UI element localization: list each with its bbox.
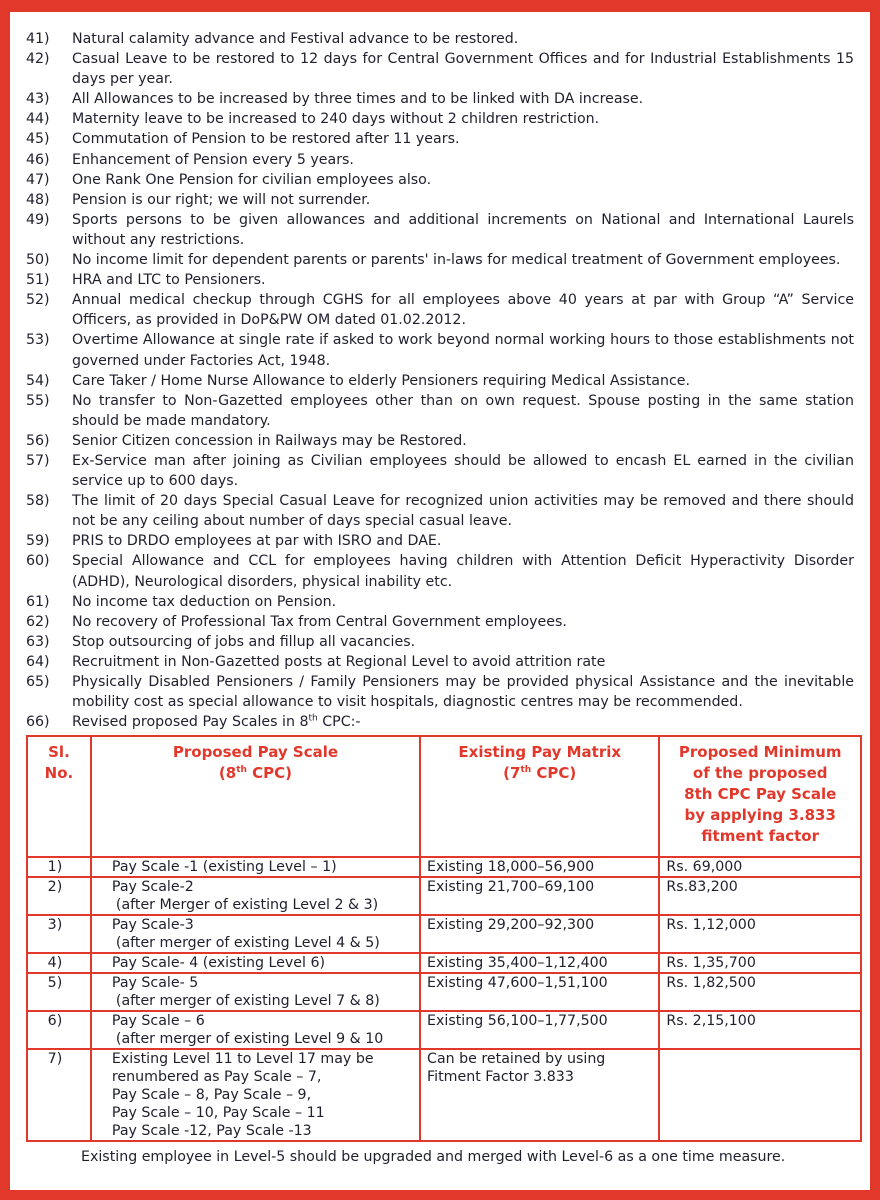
list-item-66 (26, 712, 854, 732)
table-row (27, 877, 861, 915)
scale-line: (after merger of existing Level 9 & 10 (115, 1031, 384, 1048)
scale-line: Existing Level 11 to Level 17 may be renumbered as Pay Scale – 7, (111, 1051, 374, 1086)
item-number: 59) (26, 533, 50, 550)
item-number: 60) (26, 553, 50, 570)
header-sl-no: Sl. No. (27, 736, 91, 857)
scale-line: Pay Scale- 5 (111, 975, 199, 992)
list-item (26, 491, 854, 531)
scale-line: (after Merger of existing Level 2 & 3) (115, 897, 379, 914)
item-text: Sports persons to be given allowances and additional increments on National and International Laurels without any restrictions. (72, 211, 854, 248)
item-number: 45) (26, 131, 50, 148)
cell-proposed-scale (91, 915, 420, 953)
cell-sl-no: 7) (27, 1049, 91, 1141)
cell-proposed-minimum: Rs. 1,12,000 (659, 915, 861, 953)
table-body (27, 857, 861, 1141)
item-number: 64) (26, 653, 50, 670)
item-text: Recruitment in Non-Gazetted posts at Regional Level to avoid attrition rate (72, 653, 606, 670)
list-item (26, 170, 854, 190)
pay-scale-table (26, 735, 862, 1142)
scale-line: Pay Scale – 10, Pay Scale – 11 (111, 1105, 325, 1122)
item-text: Physically Disabled Pensioners / Family Pensioners may be provided physical Assistance and the inevitable mobility cost as special allowance to visit hospitals, diagnostic centres may be recommended. (72, 674, 854, 711)
item-text: Revised proposed Pay Scales in 8th CPC:- (72, 713, 361, 731)
scale-line: Pay Scale-3 (111, 917, 194, 934)
cell-sl-no: 3) (27, 915, 91, 953)
cell-sl-no: 2) (27, 877, 91, 915)
list-item (26, 672, 854, 712)
list-item (26, 49, 854, 89)
item-number: 50) (26, 252, 50, 269)
header-existing-pay-matrix: Existing Pay Matrix (7th CPC) (420, 736, 659, 857)
cell-proposed-minimum: Rs.83,200 (659, 877, 861, 915)
item-number: 46) (26, 151, 50, 168)
table-row (27, 973, 861, 1011)
existing-line: Existing 35,400–1,12,400 (427, 955, 608, 972)
cell-sl-no: 4) (27, 953, 91, 973)
cell-proposed-scale (91, 973, 420, 1011)
cell-proposed-scale (91, 877, 420, 915)
existing-line: Existing 47,600–1,51,100 (427, 975, 608, 992)
cell-existing-matrix (420, 1049, 659, 1141)
list-item (26, 29, 854, 49)
cell-existing-matrix (420, 973, 659, 1011)
item-text: HRA and LTC to Pensioners. (72, 272, 266, 289)
item-text: Special Allowance and CCL for employees having children with Attention Deficit Hyperactivity Disorder (ADHD), Neurological disorders, physical inability etc. (72, 553, 854, 590)
existing-line: Existing 21,700–69,100 (427, 879, 595, 896)
item-text: Commutation of Pension to be restored after 11 years. (72, 131, 460, 148)
document-page (10, 12, 870, 1190)
scale-line: Pay Scale – 8, Pay Scale – 9, (111, 1087, 312, 1104)
header-proposed-minimum: Proposed Minimum of the proposed 8th CPC Pay Scale by applying 3.833 fitment factor (659, 736, 861, 857)
list-item (26, 451, 854, 491)
list-item (26, 612, 854, 632)
existing-line: Can be retained by using (427, 1051, 606, 1068)
item-number: 66) (26, 714, 50, 731)
item-text: No transfer to Non-Gazetted employees other than on own request. Spouse posting in the same station should be made mandatory. (72, 392, 854, 429)
item-text: Casual Leave to be restored to 12 days for Central Government Offices and for Industrial Establishments 15 days per year. (72, 51, 854, 88)
table-row (27, 915, 861, 953)
existing-line: Existing 18,000–56,900 (427, 859, 595, 876)
item-number: 58) (26, 493, 50, 510)
list-item (26, 391, 854, 431)
list-item (26, 652, 854, 672)
item-number: 49) (26, 211, 50, 228)
item-number: 51) (26, 272, 50, 289)
item-text: The limit of 20 days Special Casual Leave for recognized union activities may be removed and there should not be any ceiling about number of days special casual leave. (72, 493, 854, 530)
item-text: PRIS to DRDO employees at par with ISRO and DAE. (72, 533, 442, 550)
scale-line: Pay Scale -12, Pay Scale -13 (111, 1123, 312, 1140)
item-text: Senior Citizen concession in Railways may be Restored. (72, 432, 467, 449)
table-row (27, 1049, 861, 1141)
item-number: 61) (26, 593, 50, 610)
cell-proposed-scale (91, 953, 420, 973)
list-item (26, 129, 854, 149)
list-item (26, 330, 854, 370)
item-text: Pension is our right; we will not surrender. (72, 191, 371, 208)
list-item (26, 531, 854, 551)
item-text: Ex-Service man after joining as Civilian employees should be allowed to encash EL earned in the civilian service up to 600 days. (72, 452, 854, 490)
scale-line: Pay Scale – 6 (111, 1013, 205, 1030)
list-item (26, 592, 854, 612)
cell-sl-no: 1) (27, 857, 91, 877)
list-item (26, 431, 854, 451)
item-text: Overtime Allowance at single rate if asked to work beyond normal working hours to those establishments not governed under Factories Act, 1948. (72, 332, 854, 369)
item-text: Care Taker / Home Nurse Allowance to elderly Pensioners requiring Medical Assistance. (72, 372, 691, 389)
item-number: 63) (26, 633, 50, 650)
cell-existing-matrix (420, 1011, 659, 1049)
cell-proposed-minimum: Rs. 2,15,100 (659, 1011, 861, 1049)
cell-proposed-scale (91, 857, 420, 877)
scale-line: (after merger of existing Level 7 & 8) (115, 993, 380, 1010)
table-row (27, 1011, 861, 1049)
list-item (26, 190, 854, 210)
list-item (26, 371, 854, 391)
scale-line: Pay Scale -1 (existing Level – 1) (111, 859, 337, 876)
item-text: All Allowances to be increased by three times and to be linked with DA increase. (72, 91, 644, 108)
item-text: Natural calamity advance and Festival advance to be restored. (72, 31, 519, 47)
list-item (26, 551, 854, 591)
header-proposed-pay-scale: Proposed Pay Scale (8th CPC) (91, 736, 420, 857)
cell-sl-no: 5) (27, 973, 91, 1011)
item-text: Enhancement of Pension every 5 years. (72, 151, 354, 168)
existing-line: Fitment Factor 3.833 (427, 1069, 574, 1086)
item-text: Stop outsourcing of jobs and fillup all vacancies. (72, 633, 416, 650)
list-item (26, 632, 854, 652)
cell-sl-no: 6) (27, 1011, 91, 1049)
existing-line: Existing 56,100–1,77,500 (427, 1013, 608, 1030)
item-text: No income tax deduction on Pension. (72, 593, 337, 610)
item-number: 41) (26, 31, 50, 47)
list-item (26, 150, 854, 170)
existing-line: Existing 29,200–92,300 (427, 917, 595, 934)
item-number: 47) (26, 171, 50, 188)
cell-proposed-minimum: Rs. 1,35,700 (659, 953, 861, 973)
item-number: 57) (26, 452, 50, 469)
cell-proposed-minimum: Rs. 1,82,500 (659, 973, 861, 1011)
list-item (26, 210, 854, 250)
item-number: 65) (26, 674, 50, 690)
list-item (26, 250, 854, 270)
cell-existing-matrix (420, 915, 659, 953)
cell-proposed-scale (91, 1011, 420, 1049)
table-row (27, 857, 861, 877)
scale-line: (after merger of existing Level 4 & 5) (115, 935, 380, 952)
item-number: 42) (26, 51, 50, 68)
cell-existing-matrix (420, 877, 659, 915)
item-number: 54) (26, 372, 50, 389)
item-number: 53) (26, 332, 50, 349)
item-text: No recovery of Professional Tax from Central Government employees. (72, 613, 567, 630)
item-text: Maternity leave to be increased to 240 days without 2 children restriction. (72, 111, 600, 128)
cell-proposed-minimum (659, 1049, 861, 1141)
scale-line: Pay Scale- 4 (existing Level 6) (111, 955, 326, 972)
list-item (26, 290, 854, 330)
item-number: 62) (26, 613, 50, 630)
cell-existing-matrix (420, 857, 659, 877)
item-number: 52) (26, 292, 50, 309)
table-row (27, 953, 861, 973)
scale-line: Pay Scale-2 (111, 879, 194, 896)
item-text: No income limit for dependent parents or parents' in-laws for medical treatment of Government employees. (72, 252, 841, 269)
item-number: 55) (26, 392, 50, 409)
item-number: 43) (26, 91, 50, 108)
list-item (26, 109, 854, 129)
demands-list (26, 29, 854, 712)
item-number: 56) (26, 432, 50, 449)
cell-existing-matrix (420, 953, 659, 973)
cell-proposed-scale (91, 1049, 420, 1141)
item-text: One Rank One Pension for civilian employees also. (72, 171, 432, 188)
table-header-row (27, 736, 861, 857)
item-number: 48) (26, 191, 50, 208)
cell-proposed-minimum: Rs. 69,000 (659, 857, 861, 877)
footnote: Existing employee in Level-5 should be upgraded and merged with Level-6 as a one time measure. (81, 1149, 786, 1166)
list-item (26, 270, 854, 290)
item-number: 44) (26, 111, 50, 128)
item-text: Annual medical checkup through CGHS for all employees above 40 years at par with Group “A” Service Officers, as provided in DoP&PW OM dated 01.02.2012. (72, 292, 854, 329)
list-item (26, 89, 854, 109)
